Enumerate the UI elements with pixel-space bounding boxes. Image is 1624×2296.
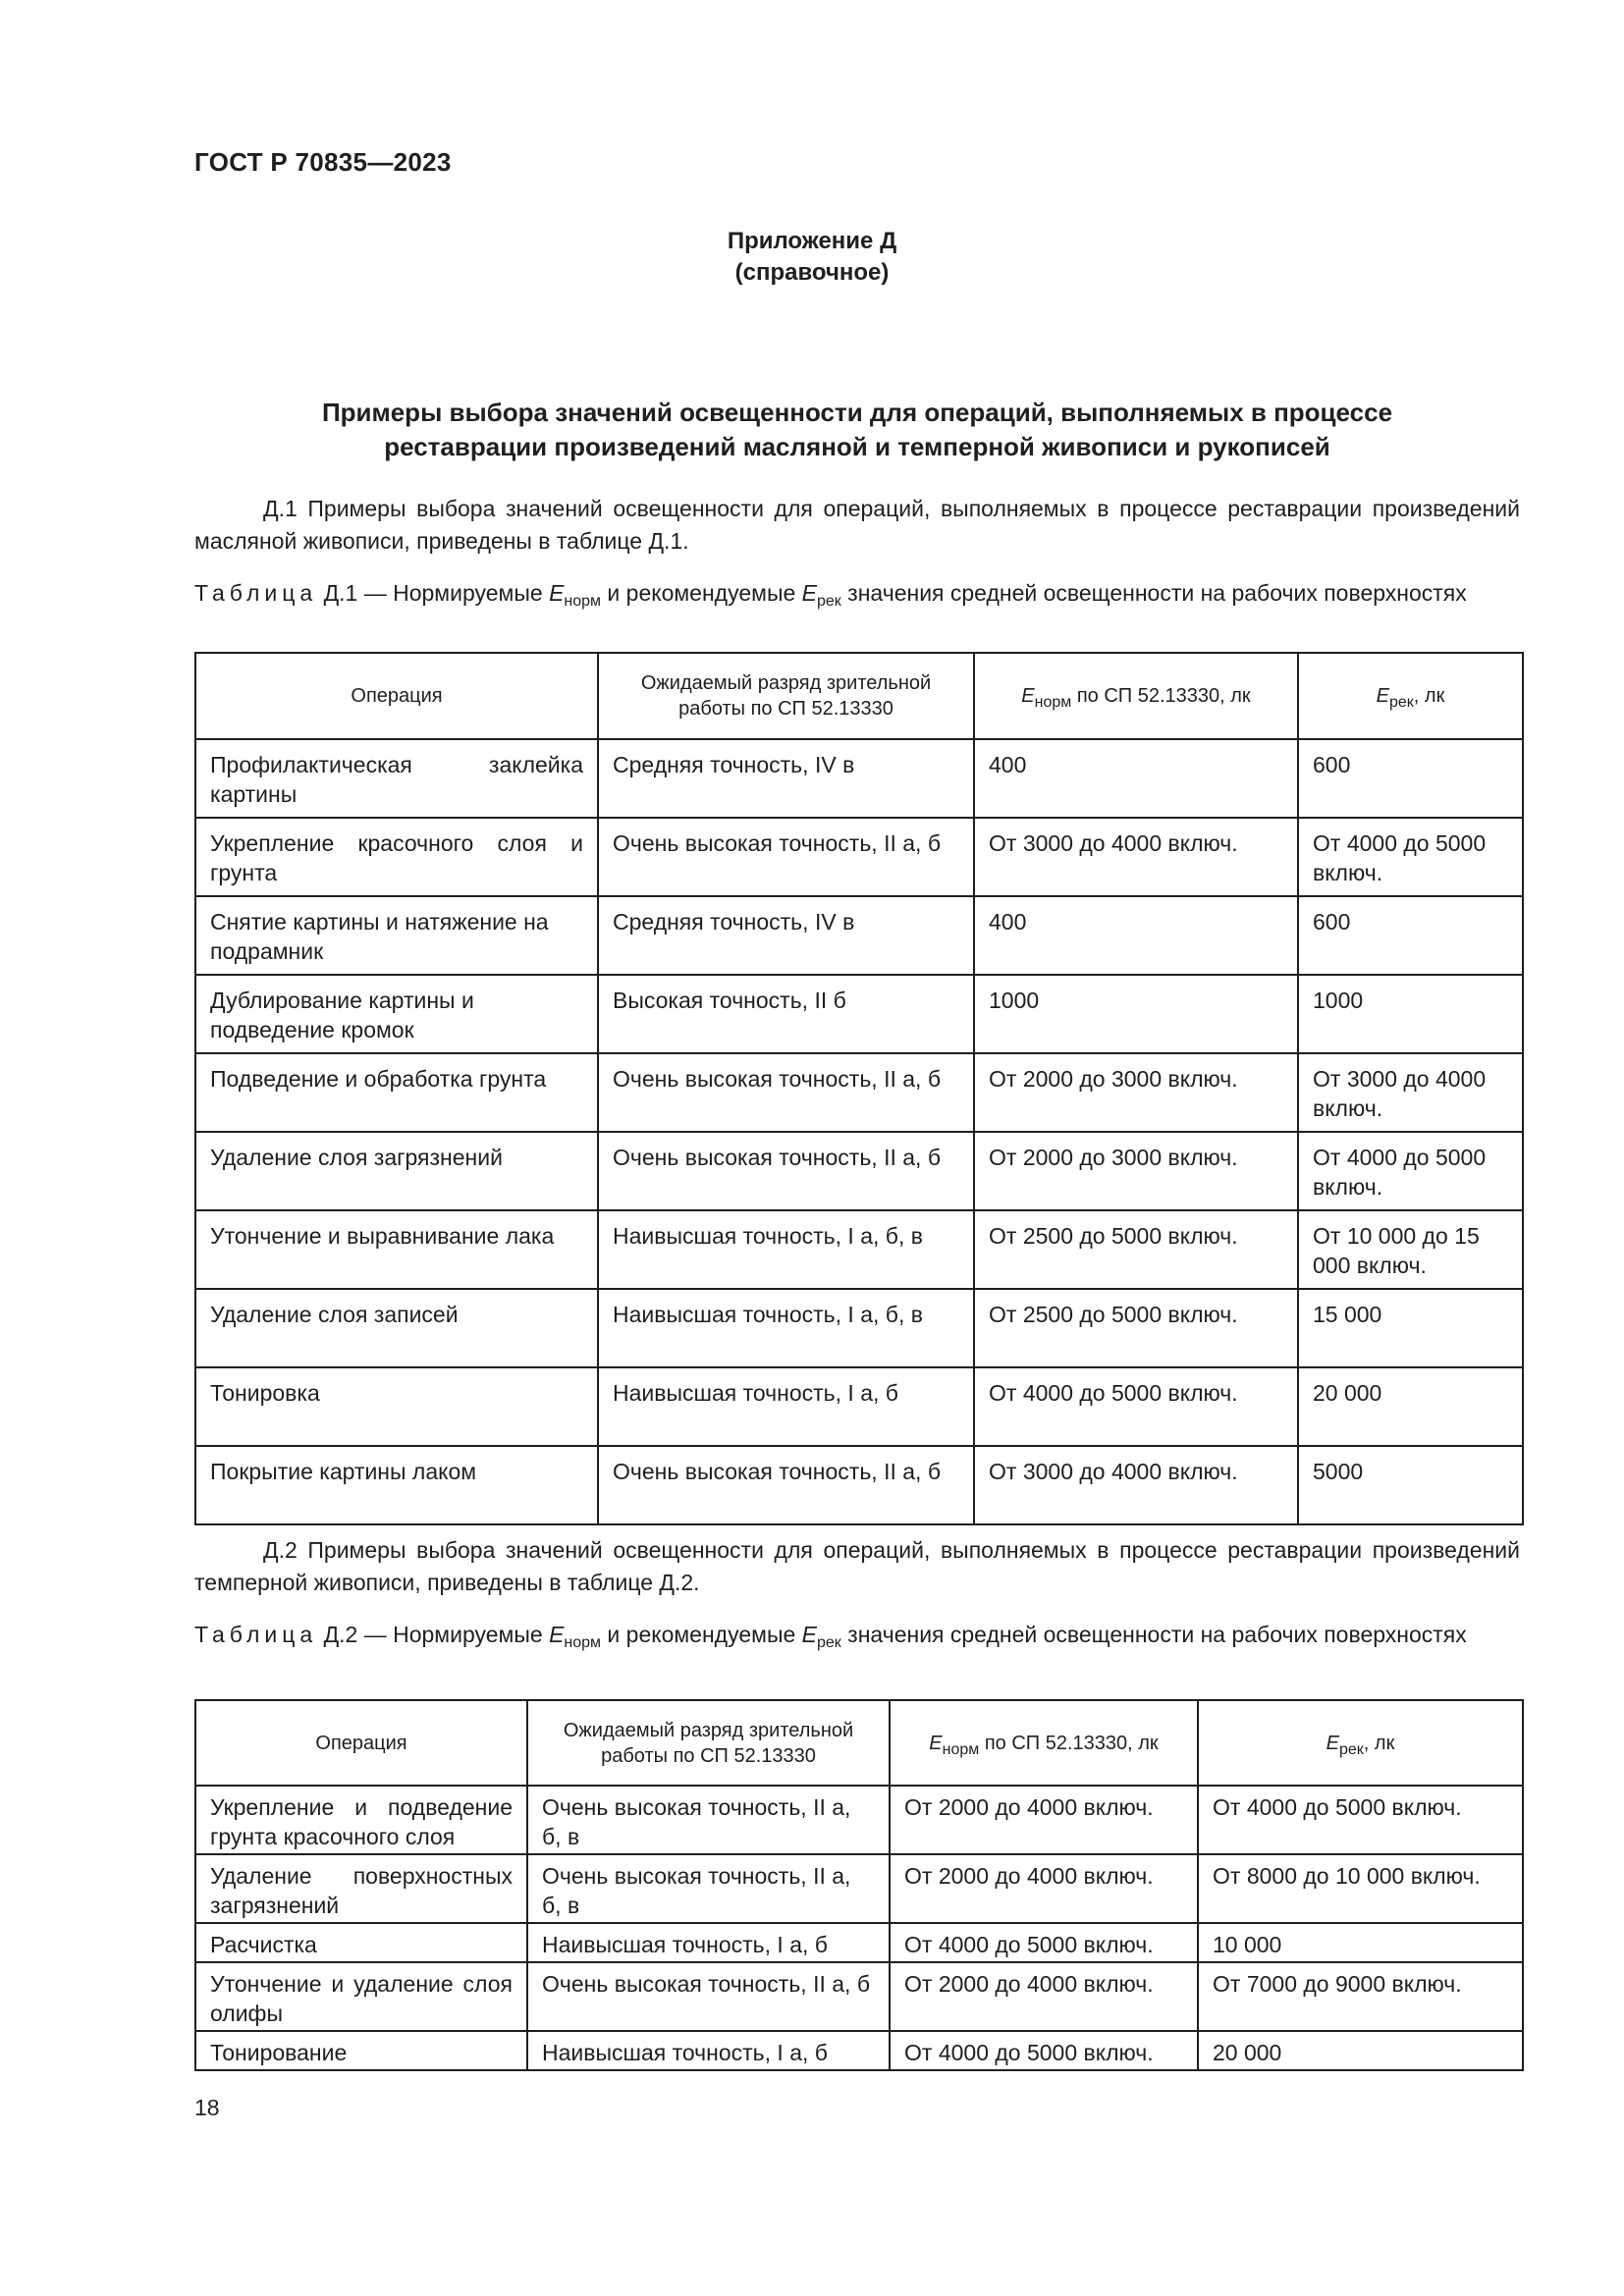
- cell-norm: От 4000 до 5000 включ.: [974, 1367, 1298, 1446]
- cell-norm: От 2000 до 4000 включ.: [890, 1962, 1198, 2031]
- document-id: ГОСТ Р 70835—2023: [194, 147, 452, 177]
- caption-word: Таблица: [194, 580, 318, 606]
- cell-operation: Дублирование картины и подведение кромок: [195, 975, 598, 1053]
- header-operation: Операция: [195, 1700, 527, 1786]
- table-row: [195, 1367, 1523, 1446]
- cell-operation: Снятие картины и натяжение на подрамник: [195, 896, 598, 975]
- table-row: [195, 975, 1523, 1053]
- cell-category: Очень высокая точность, II а, б: [598, 818, 974, 896]
- cell-rec: От 4000 до 5000 включ.: [1298, 1132, 1523, 1210]
- cell-operation: Профилактическая заклейка картины: [195, 739, 598, 818]
- page-number: 18: [194, 2095, 220, 2120]
- table-row: [195, 1210, 1523, 1289]
- table-d2: [194, 1699, 1524, 2071]
- cell-operation: Расчистка: [195, 1923, 527, 1962]
- cell-norm: 400: [974, 896, 1298, 975]
- table-d1: [194, 652, 1524, 1525]
- cell-norm: От 4000 до 5000 включ.: [890, 1923, 1198, 1962]
- table-row: [195, 2031, 1523, 2070]
- table-header-row: [195, 1700, 1523, 1786]
- cell-rec: 20 000: [1298, 1367, 1523, 1446]
- cell-category: Очень высокая точность, II а, б, в: [527, 1854, 890, 1923]
- cell-rec: 600: [1298, 739, 1523, 818]
- table-row: [195, 818, 1523, 896]
- cell-norm: От 4000 до 5000 включ.: [890, 2031, 1198, 2070]
- cell-operation: Укрепление красочного слоя и грунта: [195, 818, 598, 896]
- cell-rec: От 4000 до 5000 включ.: [1298, 818, 1523, 896]
- cell-category: Наивысшая точность, I а, б: [598, 1367, 974, 1446]
- table-row: [195, 1289, 1523, 1367]
- header-operation: Операция: [195, 653, 598, 739]
- cell-operation: Подведение и обработка грунта: [195, 1053, 598, 1132]
- table-d1-caption: Таблица Д.1 — Нормируемые $E_{норм}$ и рекомендуемые $E_{рек}$ значения средней освещенности на рабочих поверхностях: [194, 580, 1467, 610]
- table-row: [195, 1923, 1523, 1962]
- annex-note: (справочное): [734, 259, 890, 286]
- cell-category: Очень высокая точность, II а, б: [598, 1053, 974, 1132]
- header-category: Ожидаемый разряд зрительной работы по СП 52.13330: [598, 653, 974, 739]
- table-row: [195, 739, 1523, 818]
- cell-category: Наивысшая точность, I а, б, в: [598, 1210, 974, 1289]
- cell-operation: Покрытие картины лаком: [195, 1446, 598, 1524]
- cell-norm: От 2000 до 3000 включ.: [974, 1132, 1298, 1210]
- cell-operation: Удаление слоя записей: [195, 1289, 598, 1367]
- table-d2-caption: Таблица Д.2 — Нормируемые $E_{норм}$ и рекомендуемые $E_{рек}$ значения средней освещенности на рабочих поверхностях: [194, 1622, 1467, 1651]
- paragraph-d1: [194, 493, 1520, 558]
- cell-norm: От 2000 до 3000 включ.: [974, 1053, 1298, 1132]
- cell-category: Очень высокая точность, II а, б, в: [527, 1786, 890, 1854]
- table-row: [195, 1053, 1523, 1132]
- cell-rec: 15 000: [1298, 1289, 1523, 1367]
- paragraph-d1-text: Д.1 Примеры выбора значений освещенности для операций, выполняемых в процессе реставрации произведений масляной живописи, приведены в таблице Д.1.: [194, 496, 1520, 554]
- caption-word: Таблица: [194, 1622, 318, 1647]
- cell-rec: От 10 000 до 15 000 включ.: [1298, 1210, 1523, 1289]
- cell-operation: Утончение и удаление слоя олифы: [195, 1962, 527, 2031]
- section-title-line-1: Примеры выбора значений освещенности для операций, выполняемых в процессе: [321, 398, 1393, 427]
- cell-norm: От 3000 до 4000 включ.: [974, 818, 1298, 896]
- cell-rec: 1000: [1298, 975, 1523, 1053]
- header-rec: $E_{рек}$, лк: [1198, 1700, 1523, 1786]
- cell-rec: От 8000 до 10 000 включ.: [1198, 1854, 1523, 1923]
- cell-norm: От 2000 до 4000 включ.: [890, 1854, 1198, 1923]
- paragraph-d2: [194, 1534, 1520, 1599]
- cell-rec: 10 000: [1198, 1923, 1523, 1962]
- cell-norm: От 2500 до 5000 включ.: [974, 1210, 1298, 1289]
- cell-norm: От 2000 до 4000 включ.: [890, 1786, 1198, 1854]
- cell-category: Очень высокая точность, II а, б: [598, 1132, 974, 1210]
- cell-rec: 5000: [1298, 1446, 1523, 1524]
- cell-category: Очень высокая точность, II а, б: [527, 1962, 890, 2031]
- header-norm: $E_{норм}$ по СП 52.13330, лк: [974, 653, 1298, 739]
- annex-title: Приложение Д: [727, 228, 897, 254]
- cell-category: Наивысшая точность, I а, б: [527, 1923, 890, 1962]
- cell-operation: Тонировка: [195, 1367, 598, 1446]
- header-rec: $E_{рек}$, лк: [1298, 653, 1523, 739]
- paragraph-d2-text: Д.2 Примеры выбора значений освещенности для операций, выполняемых в процессе реставрации произведений темперной живописи, приведены в таблице Д.2.: [194, 1537, 1520, 1595]
- section-title: [194, 396, 1520, 464]
- cell-operation: Удаление слоя загрязнений: [195, 1132, 598, 1210]
- section-title-line-2: реставрации произведений масляной и темперной живописи и рукописей: [384, 432, 1330, 461]
- table-row: [195, 896, 1523, 975]
- cell-rec: От 4000 до 5000 включ.: [1198, 1786, 1523, 1854]
- cell-rec: 600: [1298, 896, 1523, 975]
- cell-norm: От 3000 до 4000 включ.: [974, 1446, 1298, 1524]
- header-norm: $E_{норм}$ по СП 52.13330, лк: [890, 1700, 1198, 1786]
- table-header-row: [195, 653, 1523, 739]
- cell-rec: 20 000: [1198, 2031, 1523, 2070]
- cell-operation: Утончение и выравнивание лака: [195, 1210, 598, 1289]
- table-row: [195, 1786, 1523, 1854]
- table-row: [195, 1962, 1523, 2031]
- table-row: [195, 1854, 1523, 1923]
- header-category: Ожидаемый разряд зрительной работы по СП 52.13330: [527, 1700, 890, 1786]
- cell-rec: От 7000 до 9000 включ.: [1198, 1962, 1523, 2031]
- cell-operation: Укрепление и подведение грунта красочного слоя: [195, 1786, 527, 1854]
- cell-category: Наивысшая точность, I а, б: [527, 2031, 890, 2070]
- table-row: [195, 1446, 1523, 1524]
- cell-rec: От 3000 до 4000 включ.: [1298, 1053, 1523, 1132]
- cell-category: Очень высокая точность, II а, б: [598, 1446, 974, 1524]
- cell-category: Высокая точность, II б: [598, 975, 974, 1053]
- cell-category: Средняя точность, IV в: [598, 896, 974, 975]
- cell-category: Средняя точность, IV в: [598, 739, 974, 818]
- cell-norm: 400: [974, 739, 1298, 818]
- table-row: [195, 1132, 1523, 1210]
- cell-operation: Удаление поверхностных загрязнений: [195, 1854, 527, 1923]
- cell-norm: От 2500 до 5000 включ.: [974, 1289, 1298, 1367]
- cell-operation: Тонирование: [195, 2031, 527, 2070]
- cell-category: Наивысшая точность, I а, б, в: [598, 1289, 974, 1367]
- annex-heading: [0, 226, 1624, 289]
- cell-norm: 1000: [974, 975, 1298, 1053]
